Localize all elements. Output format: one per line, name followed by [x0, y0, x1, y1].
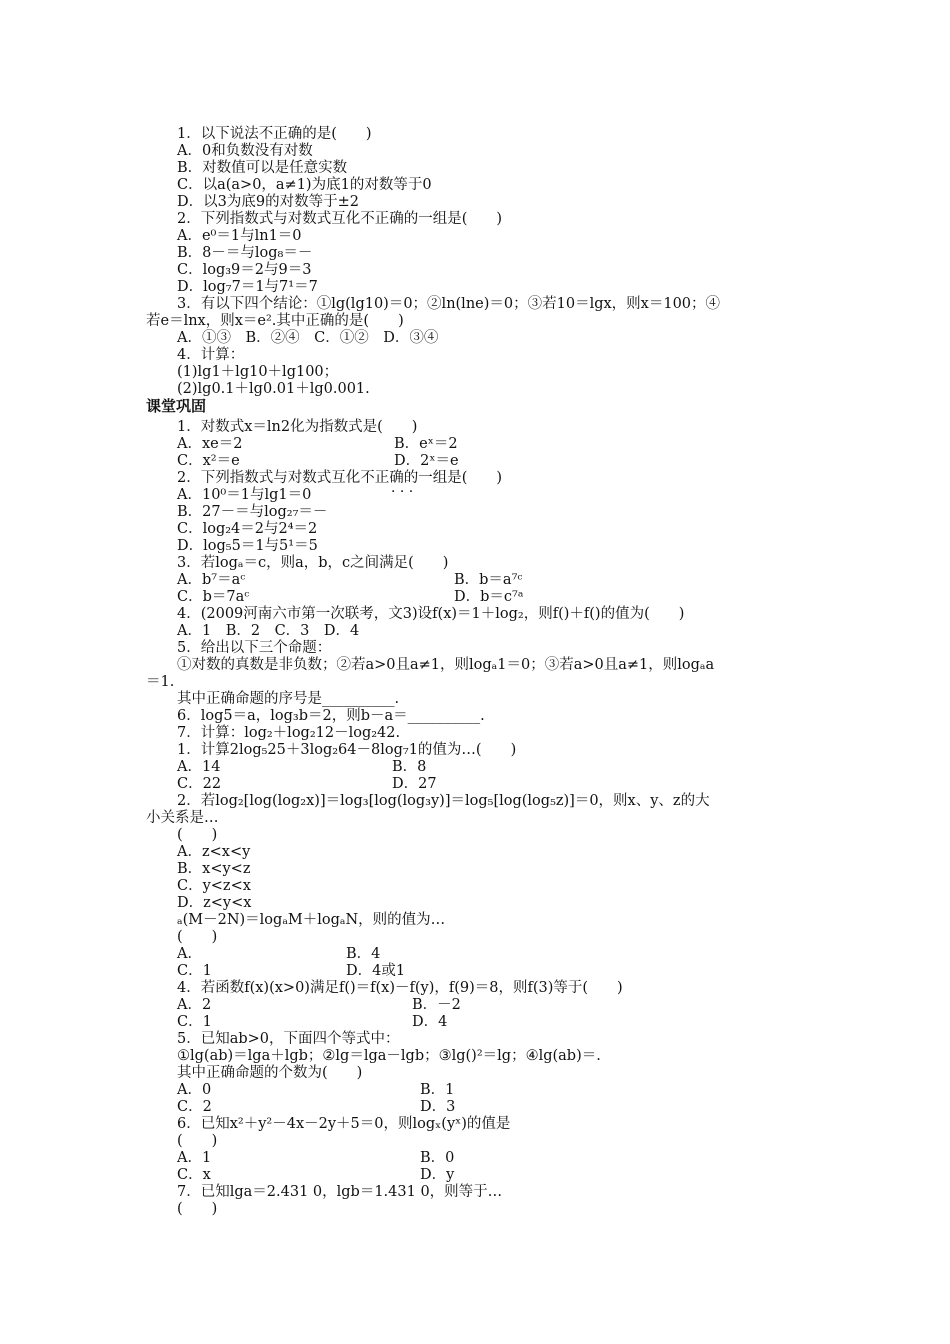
text-line: A．1: [177, 1150, 212, 1166]
text-line: 3．若logₐ＝c，则a，b，c之间满足( ): [177, 555, 449, 571]
text-line: C．x: [177, 1167, 211, 1183]
text-line: ₐ(M－2N)＝logₐM＋logₐN，则的值为…: [177, 912, 446, 928]
text-line: A．e⁰＝1与ln1＝0: [177, 228, 302, 244]
text-line: D．log₇7＝1与7¹＝7: [177, 279, 318, 295]
text-line: 其中正确命题的序号是__________.: [177, 691, 400, 707]
text-line: B．8－＝与log₈＝－: [177, 245, 313, 261]
text-line: B．x<y<z: [177, 861, 251, 877]
text-line: 1．计算2log₅25＋3log₂64－8log₇1的值为…( ): [177, 742, 517, 758]
text-line: C．1: [177, 1014, 212, 1030]
option-right-column: B．－2: [412, 997, 461, 1013]
option-right-column: B．b＝a⁷ᶜ: [454, 572, 523, 588]
text-line: B．27－＝与log₂₇＝－: [177, 504, 328, 520]
text-line: (2)lg0.1＋lg0.01＋lg0.001.: [177, 381, 370, 397]
text-line: A．10⁰＝1与lg1＝0: [177, 487, 312, 503]
text-line: C．2: [177, 1099, 212, 1115]
text-line: 4．若函数f(x)(x>0)满足f()＝f(x)－f(y)，f(9)＝8，则f(3)等于( ): [177, 980, 623, 996]
text-line: C．log₃9＝2与9＝3: [177, 262, 312, 278]
text-line: A．b⁷＝aᶜ: [177, 572, 246, 588]
option-right-column: B．4: [346, 946, 381, 962]
text-line: C．b＝7aᶜ: [177, 589, 250, 605]
emphasis-dots: · · ·: [391, 484, 414, 500]
option-right-column: B．eˣ＝2: [394, 436, 458, 452]
text-line: 2．下列指数式与对数式互化不正确的一组是( ): [177, 211, 503, 227]
option-right-column: D．y: [420, 1167, 455, 1183]
text-line: (1)lg1＋lg10＋lg100；: [177, 364, 339, 380]
text-line: ①对数的真数是非负数；②若a>0且a≠1，则logₐ1＝0；③若a>0且a≠1，则logₐa: [177, 657, 715, 673]
text-line: A．1 B．2 C．3 D．4: [177, 623, 360, 639]
text-line: C．22: [177, 776, 222, 792]
text-line: 4．计算：: [177, 347, 245, 363]
option-right-column: D．2ˣ＝e: [394, 453, 459, 469]
text-line: 2．下列指数式与对数式互化不正确的一组是( ): [177, 470, 503, 486]
text-line: A．xe＝2: [177, 436, 243, 452]
text-line: 5．已知ab>0，下面四个等式中：: [177, 1031, 400, 1047]
text-line: ①lg(ab)＝lga＋lgb；②lg＝lga－lgb；③lg()²＝lg；④lg(ab)＝.: [177, 1048, 601, 1064]
text-line: A．0和负数没有对数: [177, 143, 313, 159]
text-line: A．: [177, 946, 202, 962]
text-line: 4．(2009河南六市第一次联考，文3)设f(x)＝1＋log₂，则f()＋f()的值为( ): [177, 606, 685, 622]
text-line: C．y<z<x: [177, 878, 251, 894]
text-line: ( ): [177, 929, 218, 945]
text-line: C．x²＝e: [177, 453, 240, 469]
text-line: 1．以下说法不正确的是( ): [177, 126, 372, 142]
text-line: ( ): [177, 1201, 218, 1217]
option-right-column: D．3: [420, 1099, 456, 1115]
text-line: B．对数值可以是任意实数: [177, 160, 348, 176]
text-line: A．2: [177, 997, 212, 1013]
text-line: 7．计算：log₂＋log₂12－log₂42.: [177, 725, 401, 741]
text-line: 若e＝lnx，则x＝e².其中正确的是( ): [146, 313, 404, 329]
text-line: ＝1.: [146, 674, 175, 690]
text-line: 6．已知x²＋y²－4x－2y＋5＝0，则logₓ(yˣ)的值是: [177, 1116, 511, 1132]
option-right-column: D．27: [392, 776, 437, 792]
text-line: C．以a(a>0，a≠1)为底1的对数等于0: [177, 177, 432, 193]
option-right-column: B．0: [420, 1150, 455, 1166]
text-line: ( ): [177, 827, 218, 843]
option-right-column: D．b＝c⁷ᵃ: [454, 589, 524, 605]
text-line: 2．若log₂[log(log₂x)]＝log₃[log(log₃y)]＝log₅[log(log₅z)]＝0，则x、y、z的大: [177, 793, 710, 809]
option-right-column: D．4或1: [346, 963, 406, 979]
text-line: 7．已知lga＝2.431 0，lgb＝1.431 0，则等于…: [177, 1184, 503, 1200]
section-heading: 课堂巩固: [146, 397, 207, 415]
text-line: 其中正确命题的个数为( ): [177, 1065, 363, 1081]
text-line: 1．对数式x＝ln2化为指数式是( ): [177, 419, 418, 435]
text-line: 小关系是…: [146, 810, 219, 826]
text-line: A．14: [177, 759, 221, 775]
option-right-column: B．1: [420, 1082, 455, 1098]
text-line: A．①③ B．②④ C．①② D．③④: [177, 330, 439, 346]
option-right-column: D．4: [412, 1014, 448, 1030]
option-right-column: B．8: [392, 759, 427, 775]
text-line: C．1: [177, 963, 212, 979]
text-line: ( ): [177, 1133, 218, 1149]
text-line: C．log₂4＝2与2⁴＝2: [177, 521, 318, 537]
text-line: D．z<y<x: [177, 895, 252, 911]
text-line: D．log₅5＝1与5¹＝5: [177, 538, 318, 554]
text-line: A．z<x<y: [177, 844, 251, 860]
text-line: D．以3为底9的对数等于±2: [177, 194, 359, 210]
text-line: 6．log5＝a，log₃b＝2，则b－a＝__________.: [177, 708, 485, 724]
text-line: 5．给出以下三个命题：: [177, 640, 332, 656]
text-line: 3．有以下四个结论：①lg(lg10)＝0；②ln(lne)＝0；③若10＝lgx，则x＝100；④: [177, 296, 721, 312]
text-line: A．0: [177, 1082, 212, 1098]
